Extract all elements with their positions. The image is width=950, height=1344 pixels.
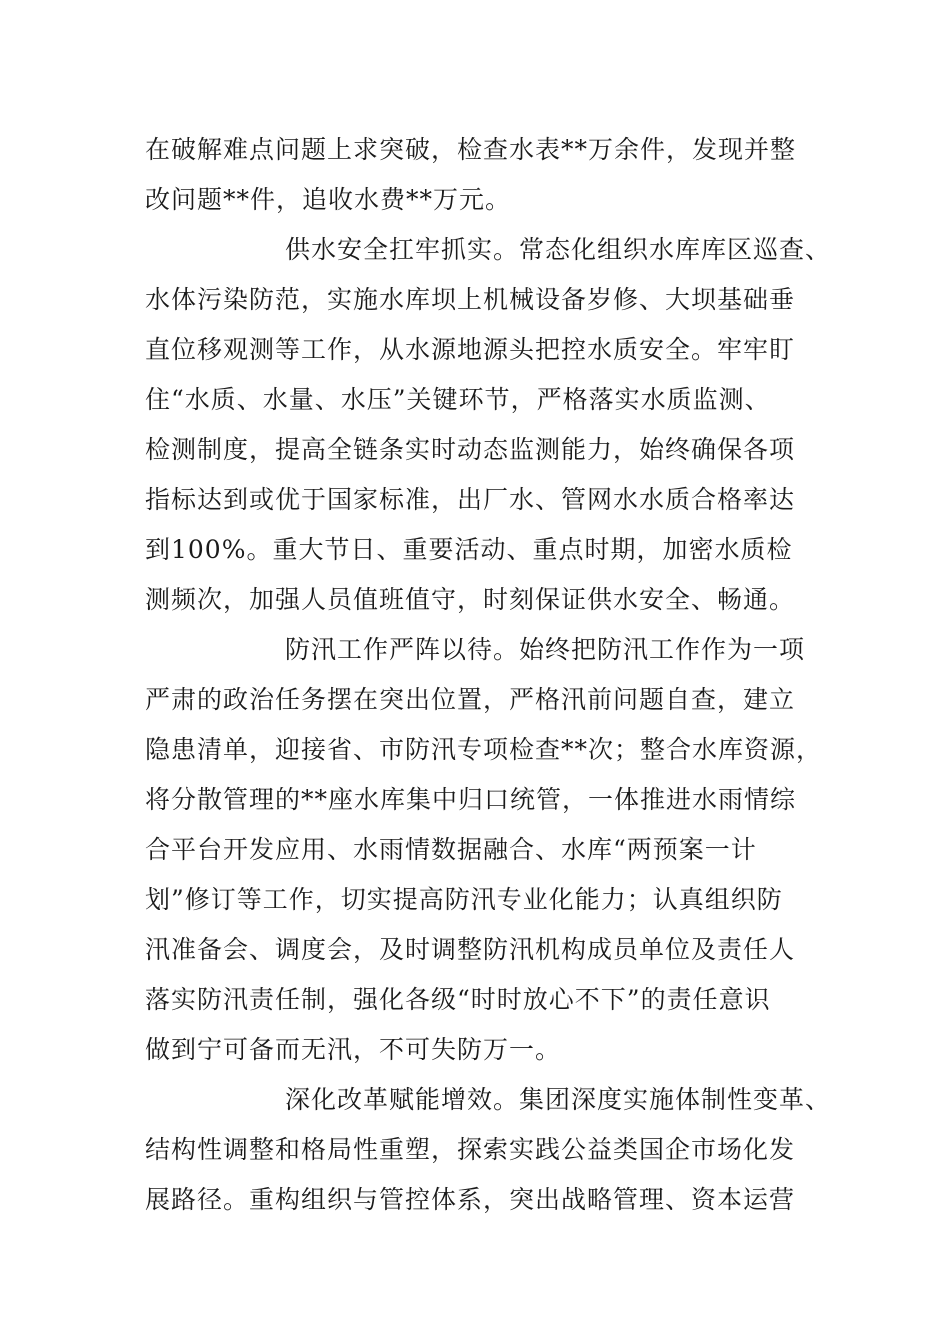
text-line: 直位移观测等工作，从水源地源头把控水质安全。牢牢盯: [145, 335, 796, 364]
text-line: 结构性调整和格局性重塑，探索实践公益类国企市场化发: [145, 1135, 796, 1164]
text-line: 检测制度，提高全链条实时动态监测能力，始终确保各项: [145, 435, 796, 464]
text-line: 严肃的政治任务摆在突出位置，严格汛前问题自查，建立: [145, 685, 796, 714]
paragraph-heading-line: 防汛工作严阵以待。始终把防汛工作作为一项: [285, 635, 806, 664]
paragraph-heading-line: 供水安全扛牢抓实。常态化组织水库库区巡查、: [285, 235, 832, 264]
text-line: 隐患清单，迎接省、市防汛专项检查**次；整合水库资源，: [145, 735, 823, 764]
text-line: 改问题**件，追收水费**万元。: [145, 185, 512, 214]
text-line: 落实防汛责任制，强化各级“时时放心不下”的责任意识: [145, 985, 771, 1014]
text-line: 住“水质、水量、水压”关键环节，严格落实水质监测、: [145, 385, 771, 414]
text-line: 到100%。重大节日、重要活动、重点时期，加密水质检: [145, 535, 793, 564]
text-line: 水体污染防范，实施水库坝上机械设备岁修、大坝基础垂: [145, 285, 796, 314]
paragraph-heading-line: 深化改革赋能增效。集团深度实施体制性变革、: [285, 1085, 832, 1114]
text-line: 将分散管理的**座水库集中归口统管，一体推进水雨情综: [145, 785, 797, 814]
text-line: 划”修订等工作，切实提高防汛专业化能力；认真组织防: [145, 885, 783, 914]
text-line: 做到宁可备而无汛，不可失防万一。: [145, 1035, 562, 1064]
text-line: 测频次，加强人员值班值守，时刻保证供水安全、畅通。: [145, 585, 796, 614]
text-line: 指标达到或优于国家标准，出厂水、管网水水质合格率达: [145, 485, 796, 514]
text-line: 在破解难点问题上求突破，检查水表**万余件，发现并整: [145, 135, 797, 164]
text-line: 合平台开发应用、水雨情数据融合、水库“两预案一计: [145, 835, 757, 864]
text-line: 展路径。重构组织与管控体系，突出战略管理、资本运营: [145, 1185, 796, 1214]
text-line: 汛准备会、调度会，及时调整防汛机构成员单位及责任人: [145, 935, 796, 964]
